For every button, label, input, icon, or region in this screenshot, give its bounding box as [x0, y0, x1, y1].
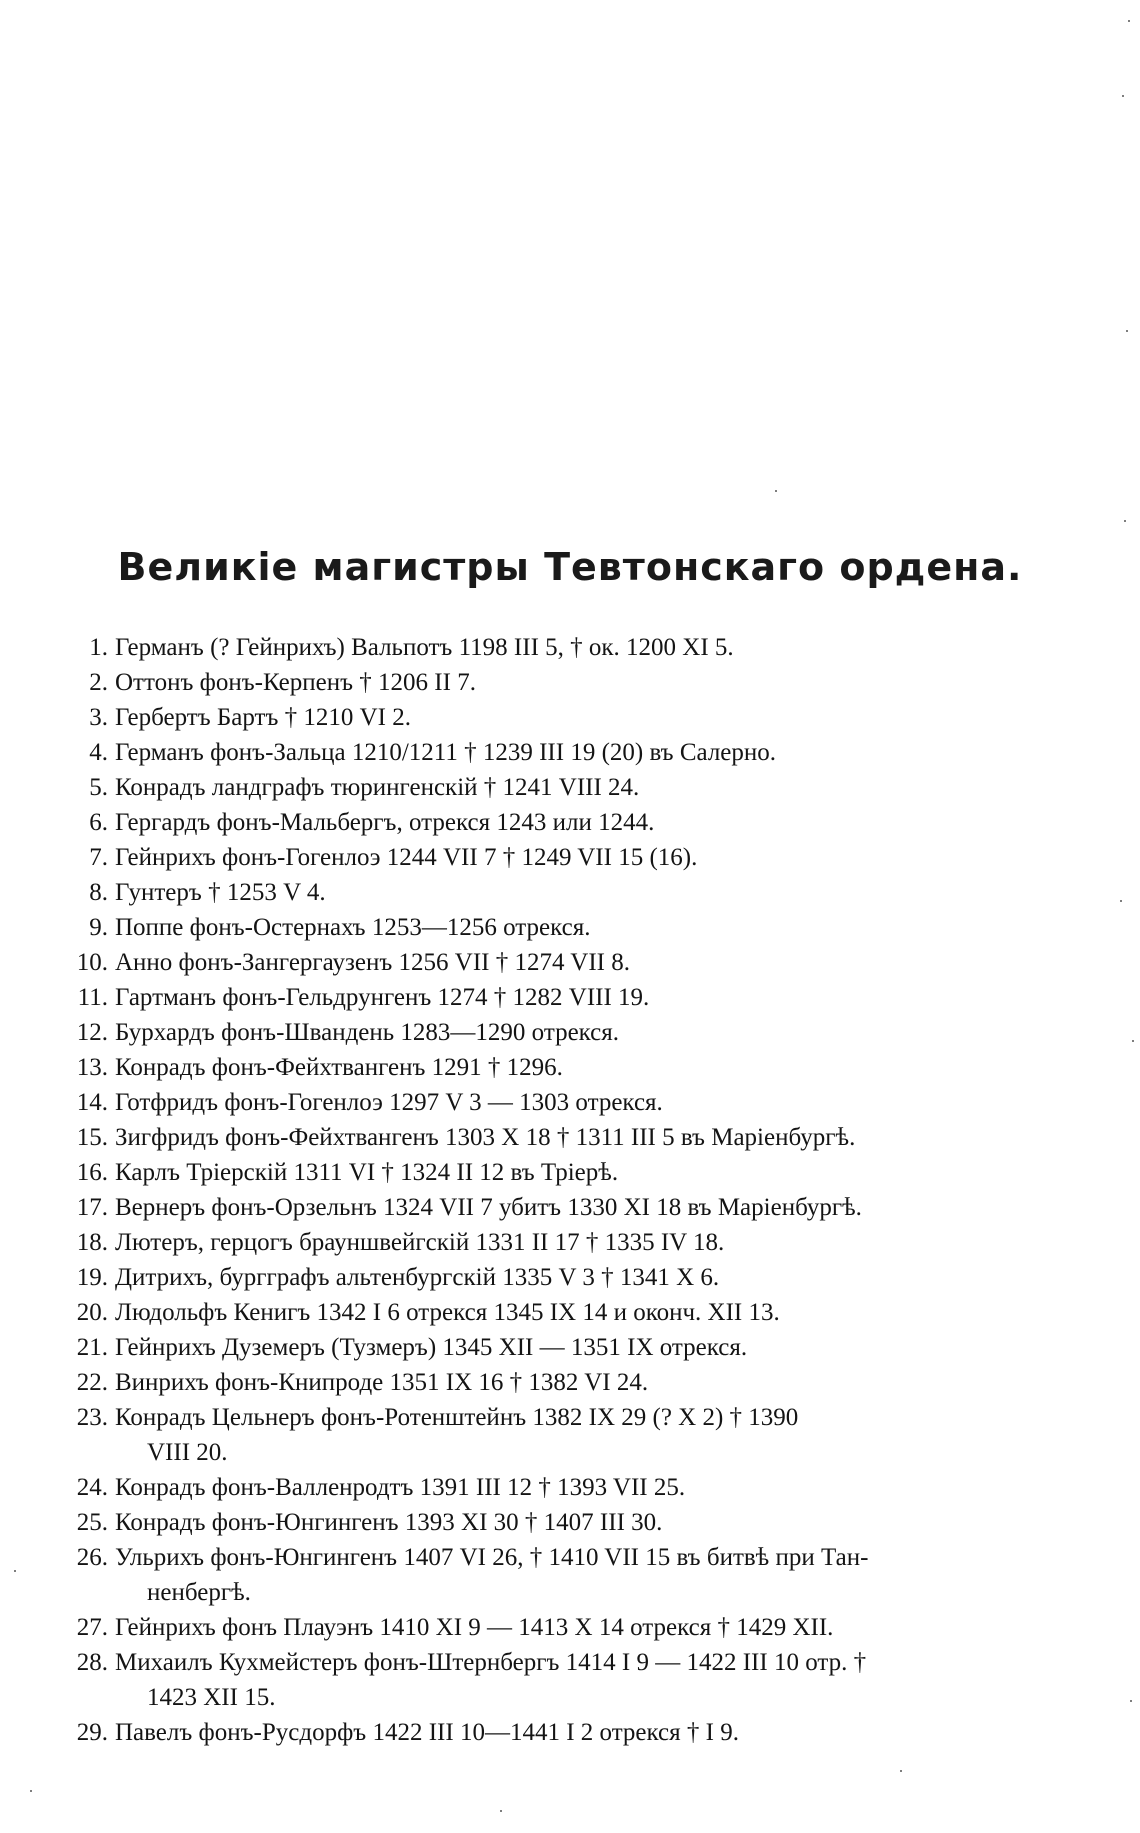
entry-text	[115, 875, 1070, 910]
list-item	[60, 1015, 1070, 1050]
scan-speck	[1122, 95, 1124, 97]
entry-line: Михаилъ Кухмейстеръ фонъ-Штернбергъ 1414 I 9 — 1422 III 10 отр. †	[115, 1649, 867, 1676]
entry-text	[115, 1400, 1070, 1470]
entry-line: Конрадъ фонъ-Юнгингенъ 1393 XI 30 † 1407 III 30.	[115, 1509, 663, 1536]
entry-line: Оттонъ фонъ-Керпенъ † 1206 II 7.	[115, 669, 476, 696]
entry-text	[115, 1120, 1070, 1155]
list-item	[60, 770, 1070, 805]
entry-text	[115, 1330, 1070, 1365]
list-item	[60, 1540, 1070, 1610]
list-item	[60, 1120, 1070, 1155]
entry-number: 17.	[76, 1194, 108, 1221]
list-item	[60, 910, 1070, 945]
entry-text	[115, 1190, 1070, 1225]
list-item	[60, 665, 1070, 700]
scan-speck	[1120, 900, 1122, 902]
entry-line: Гейнрихъ фонъ Плауэнъ 1410 XI 9 — 1413 X 14 отрекся † 1429 XII.	[115, 1614, 834, 1641]
list-item	[60, 945, 1070, 980]
entry-number: 2.	[89, 669, 108, 696]
list-item	[60, 700, 1070, 735]
entry-number: 18.	[76, 1229, 108, 1256]
entry-line: Анно фонъ-Зангергаузенъ 1256 VII † 1274 VII 8.	[115, 949, 630, 976]
list-item	[60, 805, 1070, 840]
list-item	[60, 1715, 1070, 1750]
scan-speck	[1130, 1700, 1132, 1702]
list-item	[60, 1330, 1070, 1365]
list-item	[60, 1365, 1070, 1400]
entry-line: Конрадъ фонъ-Фейхтвангенъ 1291 † 1296.	[115, 1054, 563, 1081]
entry-continuation-line: 1423 XII 15.	[147, 1684, 276, 1711]
entry-text	[115, 1505, 1070, 1540]
entry-text	[115, 945, 1070, 980]
scan-speck	[900, 1770, 902, 1772]
entry-number: 25.	[76, 1509, 108, 1536]
entry-line: Ульрихъ фонъ-Юнгингенъ 1407 VI 26, † 1410 VII 15 въ битвѣ при Тан-	[115, 1544, 869, 1571]
entry-text	[115, 1155, 1070, 1190]
entry-number: 28.	[76, 1649, 108, 1676]
entry-continuation-line: VIII 20.	[147, 1439, 228, 1466]
grand-masters-list	[60, 630, 1070, 1750]
entry-text	[115, 840, 1070, 875]
entry-text	[115, 770, 1070, 805]
entry-line: Поппе фонъ-Остернахъ 1253—1256 отрекся.	[115, 914, 591, 941]
entry-line: Конрадъ ландграфъ тюрингенскій † 1241 VIII 24.	[115, 774, 640, 801]
entry-text	[115, 1540, 1070, 1610]
entry-number: 14.	[76, 1089, 108, 1116]
entry-text	[115, 910, 1070, 945]
entry-text	[115, 735, 1070, 770]
entry-text	[115, 665, 1070, 700]
entry-line: Гейнрихъ Дуземеръ (Тузмеръ) 1345 XII — 1351 IX отрекся.	[115, 1334, 748, 1361]
list-item	[60, 1505, 1070, 1540]
entry-number: 29.	[76, 1719, 108, 1746]
entry-text	[115, 1645, 1070, 1715]
list-item	[60, 1155, 1070, 1190]
list-item	[60, 1225, 1070, 1260]
list-item	[60, 1085, 1070, 1120]
entry-number: 22.	[76, 1369, 108, 1396]
entry-number: 6.	[89, 809, 108, 836]
list-item	[60, 1260, 1070, 1295]
entry-number: 26.	[76, 1544, 108, 1571]
list-item	[60, 1400, 1070, 1470]
entry-number: 19.	[76, 1264, 108, 1291]
entry-text	[115, 1610, 1070, 1645]
entry-number: 27.	[76, 1614, 108, 1641]
list-item	[60, 1295, 1070, 1330]
entry-number: 24.	[76, 1474, 108, 1501]
entry-number: 1.	[89, 634, 108, 661]
entry-line: Германъ фонъ-Зальца 1210/1211 † 1239 III 19 (20) въ Салерно.	[115, 739, 777, 766]
list-item	[60, 630, 1070, 665]
list-item	[60, 840, 1070, 875]
list-item	[60, 1610, 1070, 1645]
entry-line: Карлъ Тріерскій 1311 VI † 1324 II 12 въ Тріерѣ.	[115, 1159, 619, 1186]
entry-number: 3.	[89, 704, 108, 731]
entry-line: Людольфъ Кенигъ 1342 I 6 отрекся 1345 IX 14 и оконч. XII 13.	[115, 1299, 780, 1326]
entry-number: 12.	[76, 1019, 108, 1046]
scan-speck	[1124, 520, 1126, 522]
scan-speck	[30, 1790, 32, 1792]
list-item	[60, 1470, 1070, 1505]
entry-text	[115, 1715, 1070, 1750]
entry-line: Конрадъ Цельнеръ фонъ-Ротенштейнъ 1382 IX 29 (? X 2) † 1390	[115, 1404, 799, 1431]
entry-line: Гунтеръ † 1253 V 4.	[115, 879, 326, 906]
entry-number: 13.	[76, 1054, 108, 1081]
entry-line: Винрихъ фонъ-Книпроде 1351 IX 16 † 1382 VI 24.	[115, 1369, 649, 1396]
entry-text	[115, 700, 1070, 735]
entry-line: Германъ (? Гейнрихъ) Вальпотъ 1198 III 5, † ок. 1200 XI 5.	[115, 634, 734, 661]
entry-text	[115, 1295, 1070, 1330]
scan-speck	[1128, 20, 1130, 22]
entry-text	[115, 1085, 1070, 1120]
scan-speck	[14, 1570, 16, 1572]
list-item	[60, 875, 1070, 910]
entry-number: 10.	[76, 949, 108, 976]
entry-text	[115, 1225, 1070, 1260]
scan-speck	[1132, 1040, 1134, 1042]
entry-line: Гартманъ фонъ-Гельдрунгенъ 1274 † 1282 VIII 19.	[115, 984, 650, 1011]
entry-text	[115, 1015, 1070, 1050]
entry-line: Павелъ фонъ-Русдорфъ 1422 III 10—1441 I 2 отрекся † I 9.	[115, 1719, 739, 1746]
entry-line: Готфридъ фонъ-Гогенлоэ 1297 V 3 — 1303 отрекся.	[115, 1089, 663, 1116]
entry-number: 8.	[89, 879, 108, 906]
list-item	[60, 980, 1070, 1015]
entry-text	[115, 1050, 1070, 1085]
entry-number: 4.	[89, 739, 108, 766]
entry-text	[115, 980, 1070, 1015]
entry-text	[115, 1260, 1070, 1295]
entry-line: Дитрихъ, бургграфъ альтенбургскій 1335 V 3 † 1341 X 6.	[115, 1264, 720, 1291]
entry-line: Конрадъ фонъ-Валленродтъ 1391 III 12 † 1393 VII 25.	[115, 1474, 686, 1501]
entry-line: Лютеръ, герцогъ брауншвейгскій 1331 II 17 † 1335 IV 18.	[115, 1229, 725, 1256]
page-title: Великіе магистры Тевтонскаго ордена.	[117, 545, 1023, 589]
entry-number: 23.	[76, 1404, 108, 1431]
entry-number: 16.	[76, 1159, 108, 1186]
entry-line: Зигфридъ фонъ-Фейхтвангенъ 1303 X 18 † 1311 III 5 въ Маріенбургѣ.	[115, 1124, 856, 1151]
scan-speck	[775, 490, 777, 492]
entry-continuation-line: ненбергѣ.	[147, 1579, 251, 1606]
list-item	[60, 1645, 1070, 1715]
entry-number: 21.	[76, 1334, 108, 1361]
list-item	[60, 1050, 1070, 1085]
entry-line: Гергардъ фонъ-Мальбергъ, отрекся 1243 или 1244.	[115, 809, 655, 836]
entry-line: Гербертъ Бартъ † 1210 VI 2.	[115, 704, 412, 731]
entry-line: Вернеръ фонъ-Орзельнъ 1324 VII 7 убитъ 1330 XI 18 въ Маріенбургѣ.	[115, 1194, 862, 1221]
scan-speck	[1126, 330, 1128, 332]
entry-text	[115, 1470, 1070, 1505]
entry-number: 7.	[89, 844, 108, 871]
entry-text	[115, 630, 1070, 665]
entry-number: 11.	[77, 984, 108, 1011]
entry-number: 9.	[89, 914, 108, 941]
entry-number: 20.	[76, 1299, 108, 1326]
entry-number: 15.	[76, 1124, 108, 1151]
list-item	[60, 735, 1070, 770]
list-item	[60, 1190, 1070, 1225]
entry-text	[115, 805, 1070, 840]
entry-line: Бурхардъ фонъ-Швандень 1283—1290 отрекся.	[115, 1019, 620, 1046]
entry-line: Гейнрихъ фонъ-Гогенлоэ 1244 VII 7 † 1249 VII 15 (16).	[115, 844, 698, 871]
entry-text	[115, 1365, 1070, 1400]
entry-number: 5.	[89, 774, 108, 801]
scan-speck	[500, 1810, 502, 1812]
